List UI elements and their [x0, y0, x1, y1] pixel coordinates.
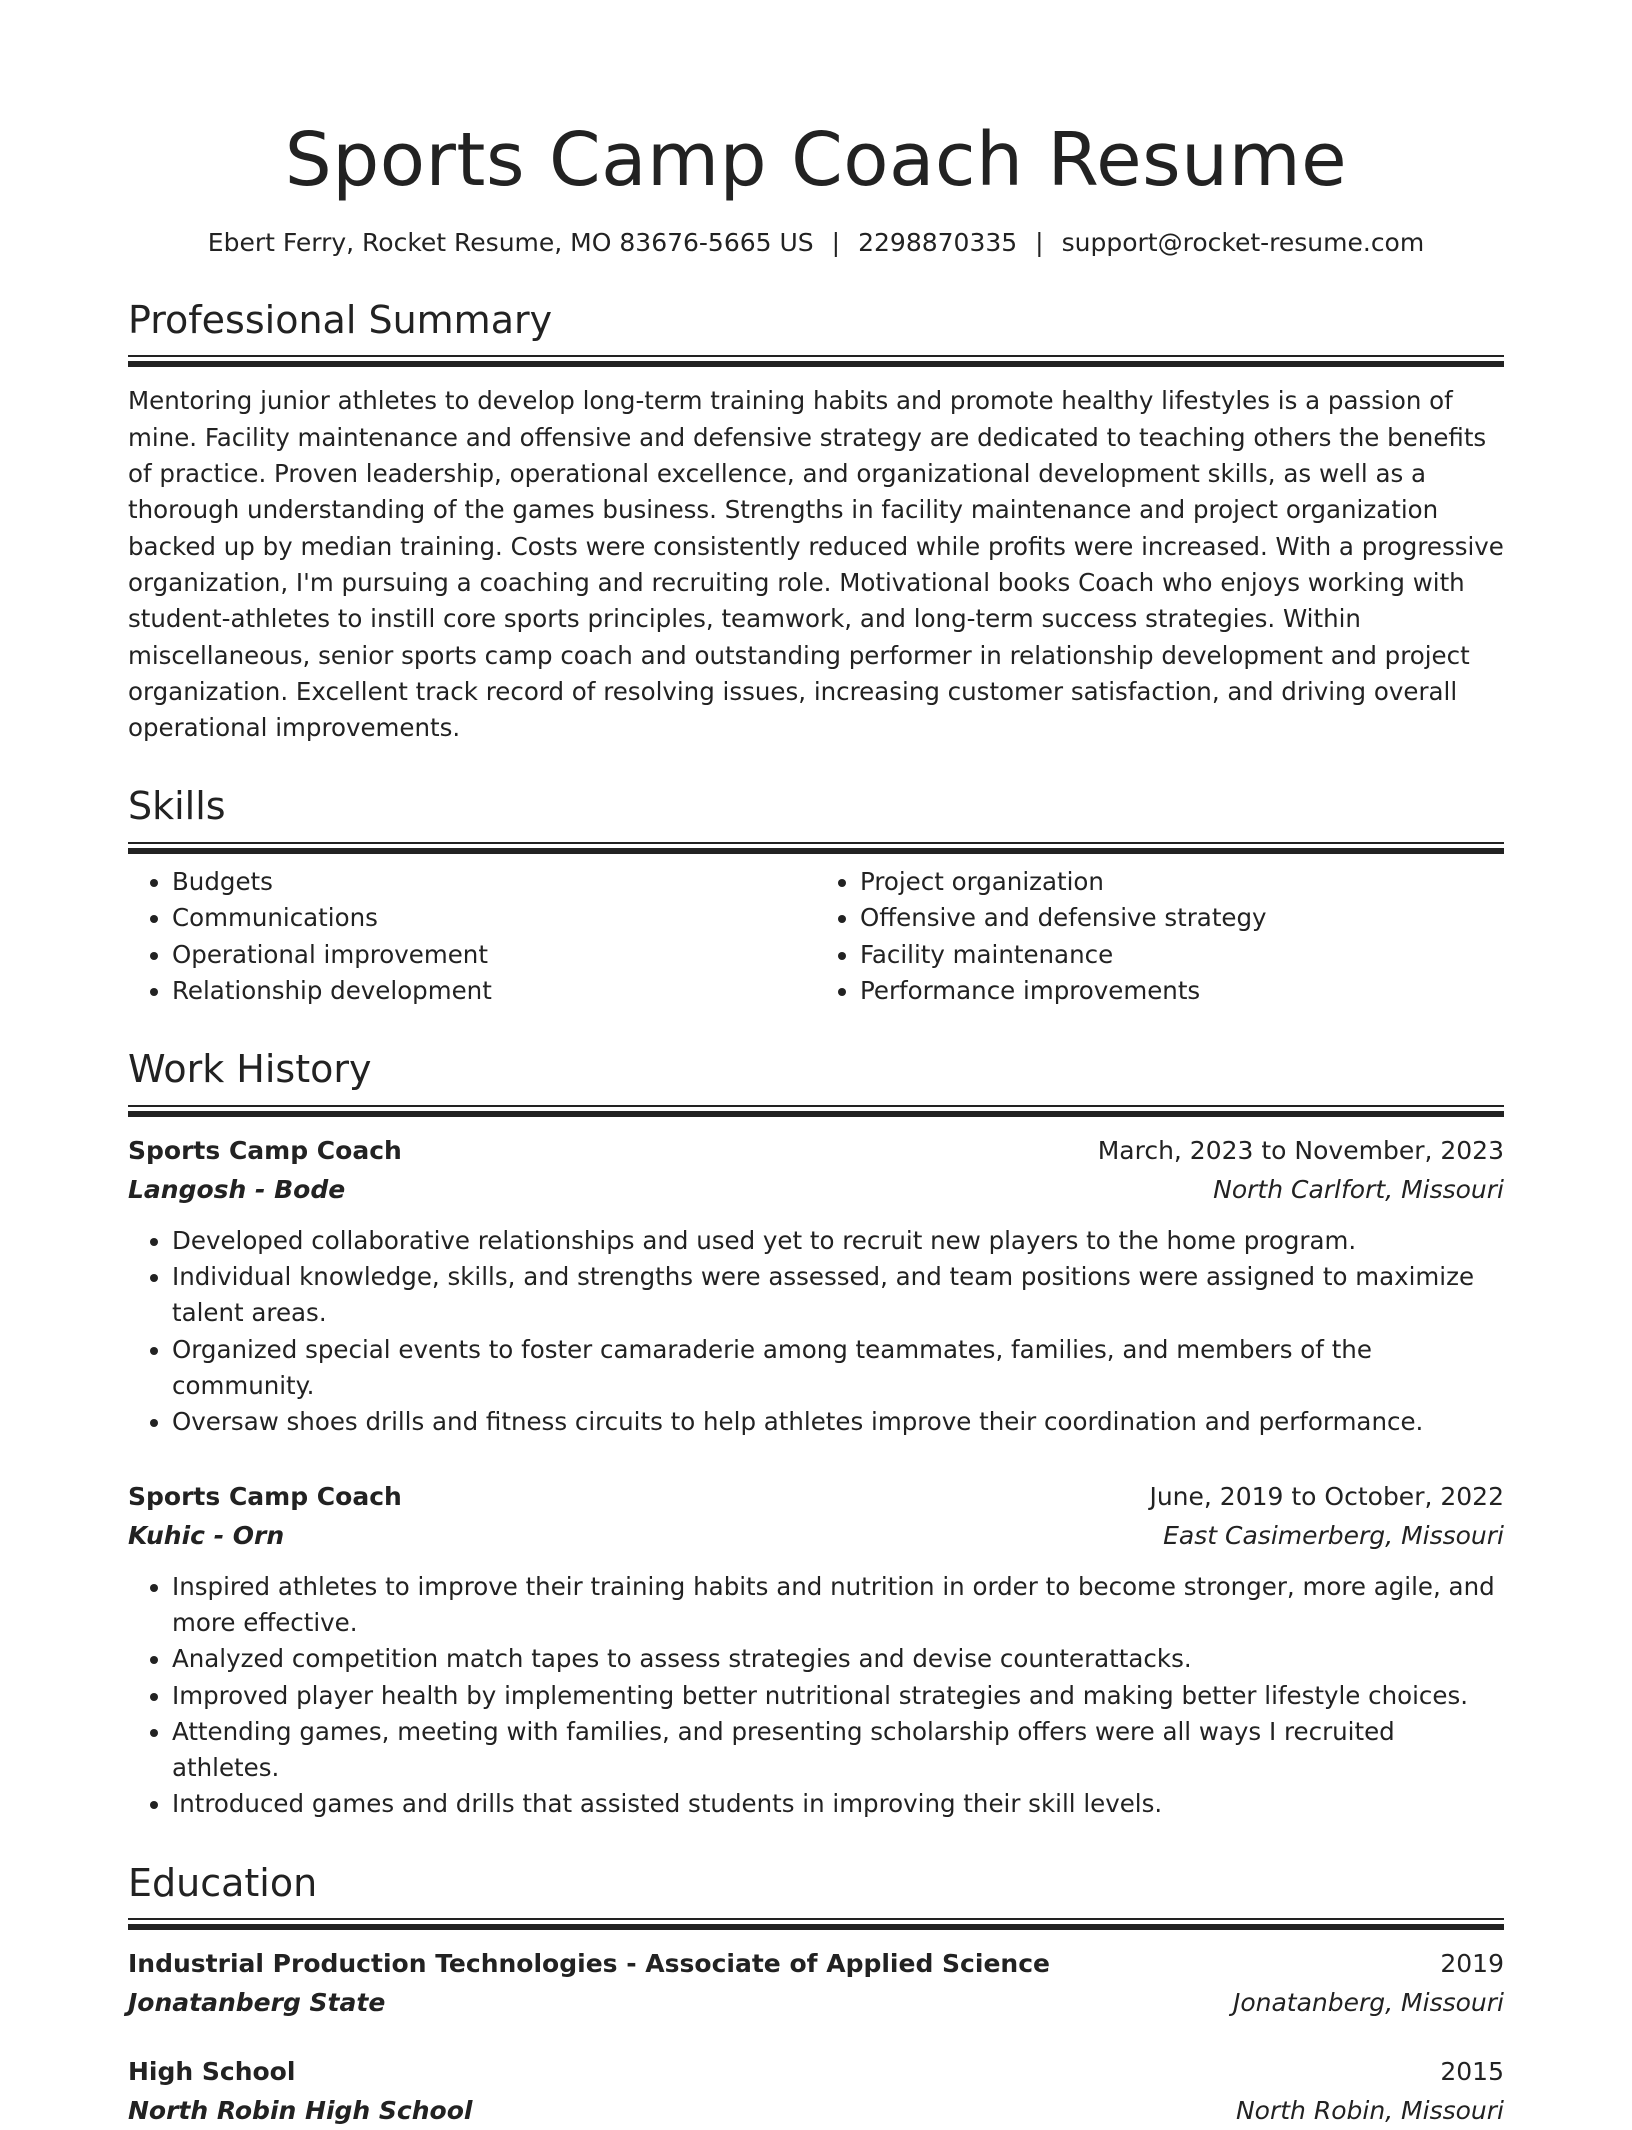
education-location: North Robin, Missouri — [1235, 2096, 1504, 2126]
job-bullet: • Analyzed competition match tapes to assess strategies and devise counterattacks. — [172, 1641, 1504, 1677]
education-location: Jonatanberg, Missouri — [1232, 1988, 1504, 2018]
section-title-skills: Skills — [128, 784, 226, 829]
job-company: Kuhic - Orn — [128, 1520, 285, 1550]
job-role: Sports Camp Coach — [128, 1135, 402, 1165]
summary-text: Mentoring junior athletes to develop long-term training habits and promote healthy lifestyles is a passion of mine. Facility maintenance and offensive and defensive strategy are dedicated to teaching others the benefits of practice. Proven leadership, operational excellence, and organizational development skills, as well as a thorough understanding of the games business. Strengths in facility maintenance and project organization backed up by median training. Costs were consistently reduced while profits were increased. With a progressive organization, I'm pursuing a coaching and recruiting role. Motivational books Coach who enjoys working with student-athletes to instill core sports principles, teamwork, and long-term success strategies. Within miscellaneous, senior sports camp coach and outstanding performer in relationship development and project organization. Excellent track record of resolving issues, increasing customer satisfaction, and driving overall operational improvements. — [128, 386, 1504, 743]
summary-section — [128, 298, 1504, 747]
job-bullet: • Improved player health by implementing better nutritional strategies and making better lifestyle choices. — [172, 1678, 1504, 1714]
job-bullet: • Inspired athletes to improve their training habits and nutrition in order to become stronger, more agile, and more effective. — [172, 1569, 1504, 1642]
skill-item: • Offensive and defensive strategy — [860, 900, 1504, 936]
section-divider — [128, 1918, 1504, 1930]
job-bullets — [128, 1223, 1504, 1441]
job-dates: March, 2023 to November, 2023 — [1097, 1135, 1504, 1165]
job-bullet: • Oversaw shoes drills and fitness circuits to help athletes improve their coordination and performance. — [172, 1404, 1504, 1440]
job-bullet: • Organized special events to foster camaraderie among teammates, families, and members of the community. — [172, 1332, 1504, 1405]
skill-item: • Budgets — [172, 864, 816, 900]
section-title-summary: Professional Summary — [128, 297, 553, 342]
skills-grid — [128, 864, 1504, 1009]
section-title-education: Education — [128, 1860, 318, 1905]
job-role: Sports Camp Coach — [128, 1481, 402, 1511]
contact-address: Ebert Ferry, Rocket Resume, MO 83676-5665 US — [207, 228, 814, 258]
skill-item: • Communications — [172, 900, 816, 936]
education-degree: High School — [128, 2057, 296, 2087]
education-school: Jonatanberg State — [128, 1988, 386, 2018]
skill-item: • Project organization — [860, 864, 1504, 900]
skills-list-right — [816, 864, 1504, 1009]
contact-phone: 2298870335 — [858, 228, 1018, 258]
resume-title: Sports Camp Coach Resume — [284, 117, 1348, 203]
skill-item: • Performance improvements — [860, 973, 1504, 1009]
job-bullet: • Individual knowledge, skills, and strengths were assessed, and team positions were assigned to maximize talent areas. — [172, 1259, 1504, 1332]
education-year: 2019 — [1440, 1949, 1504, 1979]
skill-item: • Relationship development — [172, 973, 816, 1009]
job-dates: June, 2019 to October, 2022 — [1149, 1481, 1504, 1511]
education-degree: Industrial Production Technologies - Associate of Applied Science — [128, 1949, 1050, 1979]
work-section — [128, 1047, 1504, 1822]
skill-item: • Facility maintenance — [860, 937, 1504, 973]
contact-line — [128, 227, 1504, 260]
section-divider — [128, 355, 1504, 367]
education-year: 2015 — [1440, 2057, 1504, 2087]
section-divider — [128, 842, 1504, 854]
skills-section — [128, 784, 1504, 1009]
contact-separator: | — [831, 228, 841, 258]
section-title-work: Work History — [128, 1047, 372, 1092]
job-bullets — [128, 1569, 1504, 1823]
contact-email: support@rocket-resume.com — [1061, 228, 1425, 258]
education-section — [128, 1861, 1504, 2130]
job-bullet: • Developed collaborative relationships and used yet to recruit new players to the home program. — [172, 1223, 1504, 1259]
job-company: Langosh - Bode — [128, 1174, 346, 1204]
section-divider — [128, 1105, 1504, 1117]
education-school: North Robin High School — [128, 2096, 473, 2126]
education-entry — [128, 2052, 1504, 2130]
education-entry — [128, 1944, 1504, 2022]
contact-separator: | — [1035, 228, 1044, 258]
job-bullet: • Attending games, meeting with families, and presenting scholarship offers were all ways I recruited athletes. — [172, 1714, 1504, 1787]
job-location: North Carlfort, Missouri — [1213, 1174, 1504, 1204]
job-location: East Casimerberg, Missouri — [1163, 1520, 1504, 1550]
job-entry — [128, 1131, 1504, 1441]
job-entry — [128, 1477, 1504, 1823]
skill-item: • Operational improvement — [172, 937, 816, 973]
skills-list-left — [128, 864, 816, 1009]
job-bullet: • Introduced games and drills that assisted students in improving their skill levels. — [172, 1786, 1504, 1822]
